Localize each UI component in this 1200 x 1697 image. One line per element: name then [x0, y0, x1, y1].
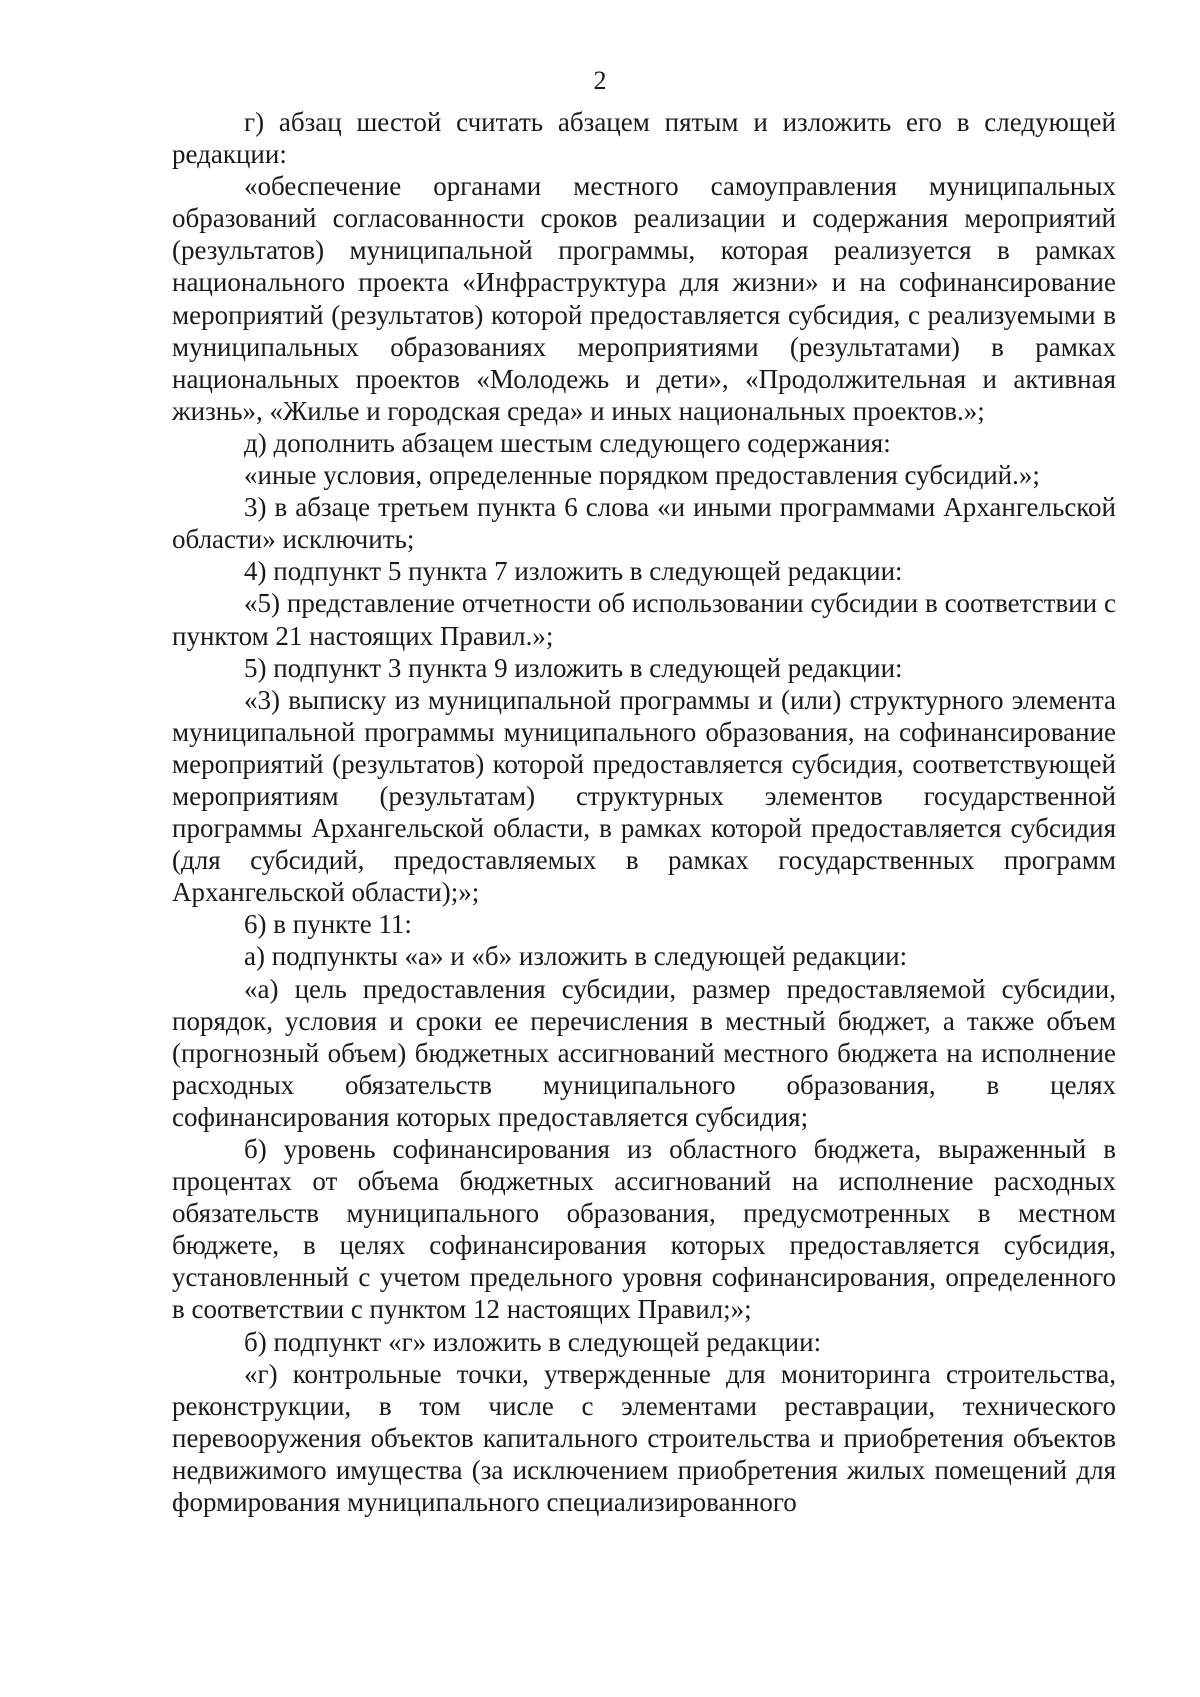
paragraph-subitem-b: б) подпункт «г» изложить в следующей редакции:: [244, 1326, 822, 1357]
paragraph-item-g: г) абзац шестой считать абзацем пятым и изложить его в следующей редакции:: [172, 107, 1116, 170]
paragraph-quoted-purpose: «а) цель предоставления субсидии, размер предоставляемой субсидии, порядок, условия и сроки ее перечисления в местный бюджет, а также объем (прогнозный объем) бюджетных ассигнований местного бюджета на исполнение расходных обязательств муниципального образования, в целях софинансирования которых предоставляется субсидия;: [172, 973, 1116, 1132]
document-body: [172, 106, 1116, 1518]
paragraph-item-4: 4) подпункт 5 пункта 7 изложить в следующей редакции:: [244, 556, 903, 587]
paragraph-quoted-other-conditions: «иные условия, определенные порядком предоставления субсидий.»;: [244, 460, 1040, 491]
paragraph-item-5: 5) подпункт 3 пункта 9 изложить в следующей редакции:: [244, 652, 903, 683]
paragraph-quoted-coordination: «обеспечение органами местного самоуправления муниципальных образований согласованности сроков реализации и содержания мероприятий (результатов) муниципальной программы, которая реализуется в рамках национального проекта «Инфраструктура для жизни» и на софинансирование мероприятий (результатов) которой предоставляется субсидия, с реализуемыми в муниципальных образованиях мероприятиями (результатами) в рамках национальных проектов «Молодежь и дети», «Продолжительная и активная жизнь», «Жилье и городская среда» и иных национальных проектов.»;: [172, 171, 1116, 426]
paragraph-quoted-reporting: «5) представление отчетности об использовании субсидии в соответствии с пунктом 21 настоящих Правил.»;: [172, 588, 1116, 651]
paragraph-item-d: д) дополнить абзацем шестым следующего содержания:: [244, 427, 891, 458]
paragraph-item-6: 6) в пункте 11:: [244, 909, 412, 940]
paragraph-item-3: 3) в абзаце третьем пункта 6 слова «и иными программами Архангельской области» исключить;: [172, 492, 1116, 555]
paragraph-quoted-extract: «3) выписку из муниципальной программы и (или) структурного элемента муниципальной программы муниципального образования, на софинансирование мероприятий (результатов) которой предоставляется субсидия, соответствующей мероприятиям (результатам) структурных элементов государственной программы Архангельской области, в рамках которой предоставляется субсидия (для субсидий, предоставляемых в рамках государственных программ Архангельской области);»;: [172, 684, 1116, 908]
paragraph-subitem-a: а) подпункты «а» и «б» изложить в следующей редакции:: [244, 941, 908, 972]
paragraph-quoted-cofinancing-level: б) уровень софинансирования из областного бюджета, выраженный в процентах от объема бюджетных ассигнований на исполнение расходных обязательств муниципального образования, предусмотренных в местном бюджете, в целях софинансирования которых предоставляется субсидия, установленный с учетом предельного уровня софинансирования, определенного в соответствии с пунктом 12 настоящих Правил;»;: [172, 1134, 1116, 1325]
page-number: 2: [593, 66, 607, 95]
paragraph-quoted-control-points: «г) контрольные точки, утвержденные для мониторинга строительства, реконструкции, в том числе с элементами реставрации, технического перевооружения объектов капитального строительства и приобретения объектов недвижимого имущества (за исключением приобретения жилых помещений для формирования муниципального специализированного: [172, 1358, 1116, 1518]
